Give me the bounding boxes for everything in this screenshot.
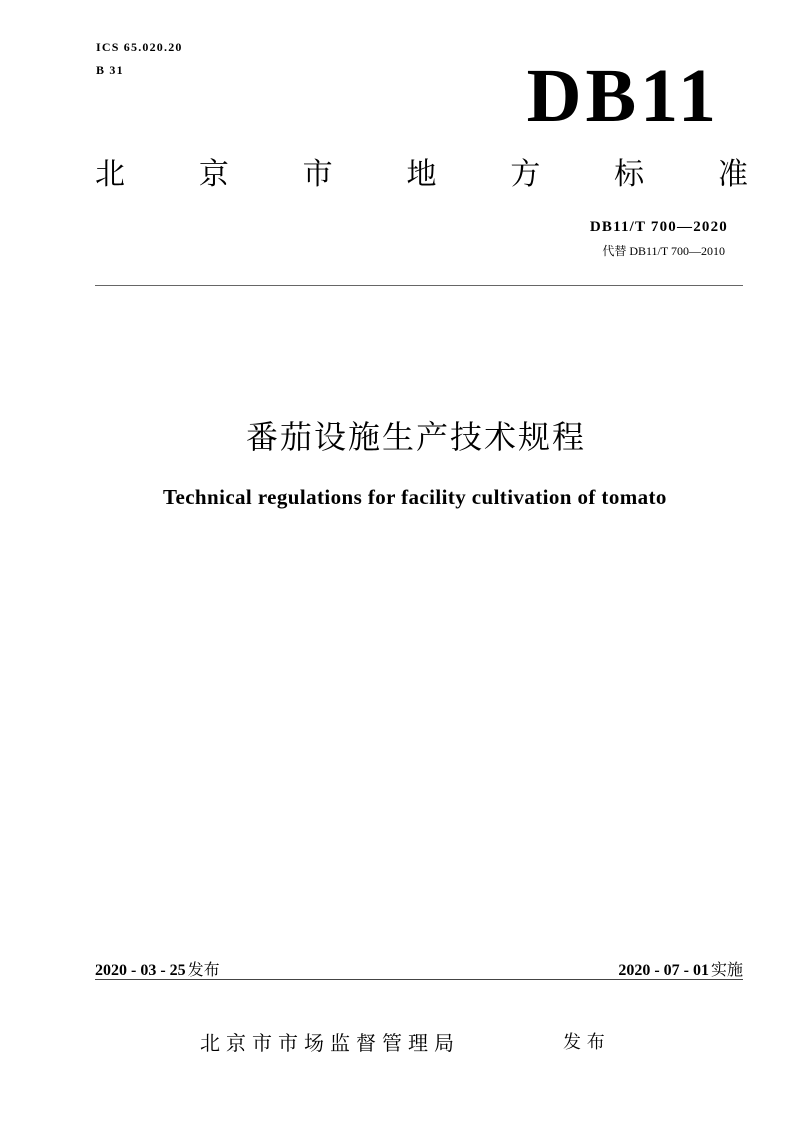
- document-title-en: Technical regulations for facility cultivation of tomato: [163, 485, 667, 509]
- heading-char: 方: [510, 157, 541, 192]
- issue-word: 发 布: [563, 1032, 605, 1053]
- issue-date: 2020 - 03 - 25: [95, 962, 186, 979]
- effective-date: 2020 - 07 - 01: [618, 962, 709, 979]
- heading-char: 市: [302, 157, 333, 192]
- heading-char: 标: [614, 157, 645, 192]
- heading-char: 北: [95, 157, 125, 192]
- heading-char: 准: [717, 157, 748, 192]
- heading-char: 京: [198, 157, 229, 192]
- replaces-standard: 代替 DB11/T 700—2010: [602, 244, 725, 258]
- effective-date-block: [618, 960, 743, 981]
- heading-char: 地: [406, 157, 437, 192]
- standard-type-heading: [95, 157, 748, 193]
- issue-date-block: [95, 960, 220, 981]
- standard-number: DB11/T 700—2020: [589, 219, 728, 235]
- effective-label: 实施: [710, 960, 743, 979]
- ccs-code: B 31: [96, 63, 124, 77]
- standard-category-code: DB11: [526, 54, 720, 138]
- issue-label: 发布: [187, 960, 220, 979]
- document-title-zh: 番茄设施生产技术规程: [246, 418, 587, 456]
- footer-divider: [95, 979, 743, 980]
- issuing-authority: 北京市市场监督管理局: [200, 1031, 460, 1055]
- header-divider: [95, 285, 743, 286]
- ics-code: ICS 65.020.20: [96, 40, 183, 54]
